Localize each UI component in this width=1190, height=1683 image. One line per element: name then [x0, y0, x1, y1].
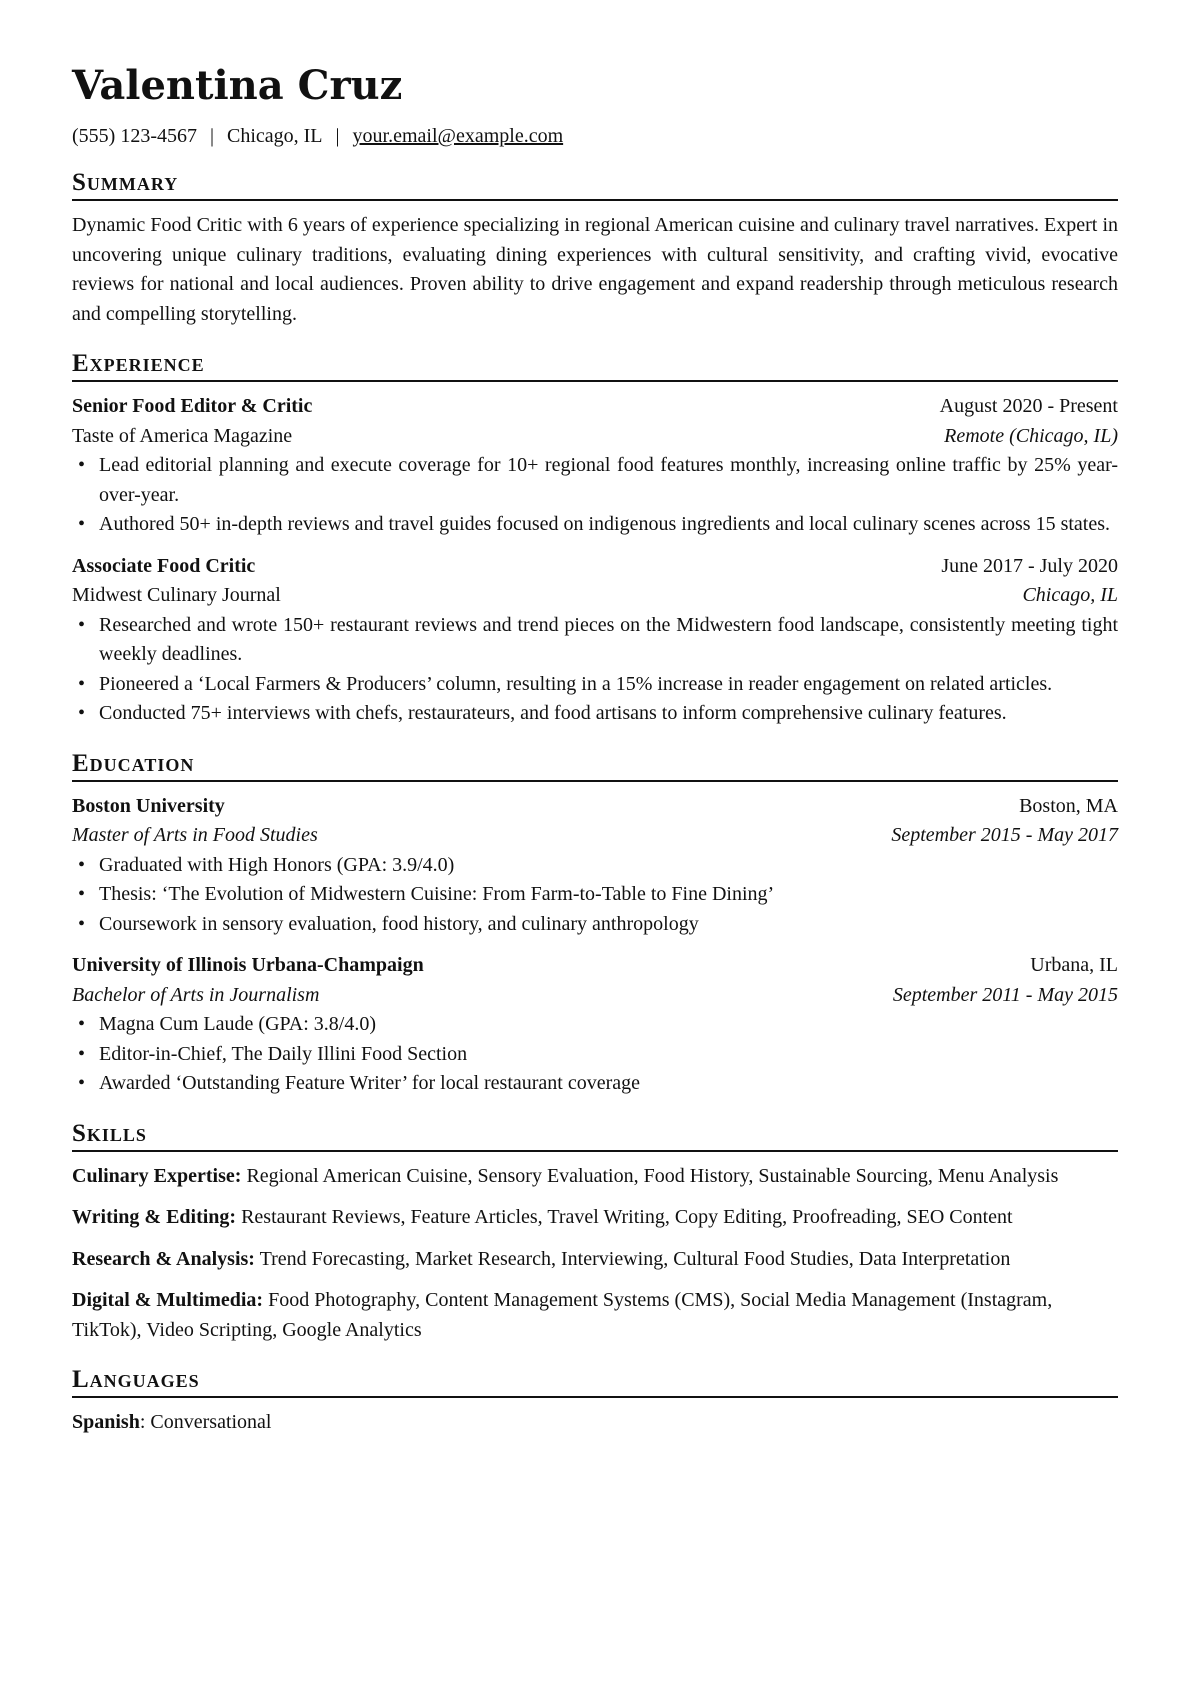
section-title-summary: Summary [72, 168, 1118, 201]
bullet-icon: • [78, 613, 86, 636]
language-entry [72, 1408, 1118, 1438]
languages-section [72, 1365, 1118, 1438]
bullet-item [72, 451, 1118, 510]
bullet-item [72, 1040, 1118, 1070]
skill-items: Regional American Cuisine, Sensory Evaluation, Food History, Sustainable Sourcing, Menu Analysis [246, 1164, 1059, 1187]
skill-label: Research & Analysis: [72, 1247, 255, 1270]
bullet-text: Coursework in sensory evaluation, food history, and culinary anthropology [99, 912, 699, 935]
degree: Bachelor of Arts in Journalism [72, 983, 320, 1006]
contact-line [72, 122, 1118, 150]
education-entry [72, 951, 1118, 1099]
skill-group [72, 1162, 1118, 1192]
job-header-row [72, 552, 1118, 582]
job-company: Midwest Culinary Journal [72, 584, 281, 606]
skill-group [72, 1286, 1118, 1345]
bullet-item [72, 1010, 1118, 1040]
school-header-row [72, 951, 1118, 981]
bullet-icon: • [78, 853, 86, 876]
bullet-icon: • [78, 672, 86, 695]
experience-section [72, 349, 1118, 729]
bullet-text: Lead editorial planning and execute coverage for 10+ regional food features monthly, increasing online traffic by 25% year-over-year. [99, 454, 1118, 506]
bullet-text: Conducted 75+ interviews with chefs, restaurateurs, and food artisans to inform comprehensive culinary features. [99, 702, 1007, 724]
job-header-row [72, 392, 1118, 422]
bullet-text: Editor-in-Chief, The Daily Illini Food Section [99, 1042, 468, 1065]
bullet-icon: • [78, 1042, 86, 1065]
bullet-text: Thesis: ‘The Evolution of Midwestern Cuisine: From Farm-to-Table to Fine Dining’ [99, 883, 775, 905]
section-title-languages: Languages [72, 1365, 1118, 1398]
language-level: Conversational [150, 1411, 272, 1433]
summary-text: Dynamic Food Critic with 6 years of experience specializing in regional American cuisine and culinary travel narratives. Expert in uncovering unique culinary traditions, evaluating dining experiences with cultural sensitivity, and crafting vivid, evocative reviews for national and local audiences. Proven ability to drive engagement and expand readership through meticulous research and compelling storytelling. [72, 214, 1118, 325]
job-company-row [72, 422, 1118, 452]
bullet-icon: • [78, 912, 86, 935]
job-bullets [72, 451, 1118, 540]
skill-label: Digital & Multimedia: [72, 1289, 264, 1311]
skill-items: Food Photography, Content Management Systems (CMS), Social Media Management (Instagram, TikTok), Video Scripting, Google Analytics [72, 1289, 1053, 1341]
candidate-name: Valentina Cruz [72, 62, 403, 109]
email-link[interactable]: your.email@example.com [352, 125, 564, 147]
job-location: Remote (Chicago, IL) [944, 424, 1118, 447]
job-role: Associate Food Critic [72, 554, 256, 577]
section-title-experience: Experience [72, 349, 1118, 382]
bullet-item [72, 670, 1118, 700]
bullet-item [72, 699, 1118, 729]
bullet-item [72, 851, 1118, 881]
summary-section [72, 168, 1118, 329]
education-bullets [72, 851, 1118, 940]
skills-section [72, 1119, 1118, 1346]
bullet-item [72, 1069, 1118, 1099]
job-company: Taste of America Magazine [72, 424, 293, 447]
school-name: Boston University [72, 794, 225, 817]
contact-separator: | [209, 125, 214, 147]
school-location: Boston, MA [1019, 794, 1118, 817]
bullet-item [72, 880, 1118, 910]
bullet-icon: • [78, 1013, 86, 1035]
degree-row [72, 821, 1118, 851]
degree: Master of Arts in Food Studies [72, 824, 318, 846]
bullet-icon: • [78, 883, 86, 905]
skill-items: Trend Forecasting, Market Research, Interviewing, Cultural Food Studies, Data Interpretation [259, 1247, 1011, 1270]
job-dates: June 2017 - July 2020 [941, 554, 1118, 577]
bullet-text: Graduated with High Honors (GPA: 3.9/4.0) [99, 853, 455, 876]
skill-label: Writing & Editing: [72, 1206, 237, 1228]
education-entry [72, 792, 1118, 940]
phone-number: (555) 123-4567 [72, 125, 197, 147]
bullet-text: Pioneered a ‘Local Farmers & Producers’ column, resulting in a 15% increase in reader engagement on related articles. [99, 672, 1053, 695]
bullet-icon: • [78, 702, 86, 724]
skill-group [72, 1203, 1118, 1233]
bullet-item [72, 611, 1118, 670]
bullet-item [72, 510, 1118, 540]
section-title-skills: Skills [72, 1119, 1118, 1152]
bullet-icon: • [78, 454, 86, 476]
job-location: Chicago, IL [1022, 584, 1118, 606]
bullet-text: Magna Cum Laude (GPA: 3.8/4.0) [99, 1013, 377, 1035]
contact-separator: | [335, 125, 340, 147]
job-entry [72, 392, 1118, 540]
bullet-text: Researched and wrote 150+ restaurant reviews and trend pieces on the Midwestern food landscape, consistently meeting tight weekly deadlines. [99, 613, 1118, 665]
job-dates: August 2020 - Present [939, 395, 1118, 417]
bullet-text: Authored 50+ in-depth reviews and travel guides focused on indigenous ingredients and local culinary scenes across 15 states. [99, 513, 1111, 535]
language-colon: : [139, 1411, 151, 1433]
bullet-item [72, 910, 1118, 940]
bullet-text: Awarded ‘Outstanding Feature Writer’ for local restaurant coverage [99, 1072, 641, 1094]
job-bullets [72, 611, 1118, 729]
education-bullets [72, 1010, 1118, 1099]
school-header-row [72, 792, 1118, 822]
job-role: Senior Food Editor & Critic [72, 395, 313, 417]
job-entry [72, 552, 1118, 729]
education-section [72, 749, 1118, 1099]
job-company-row [72, 581, 1118, 611]
location: Chicago, IL [227, 125, 323, 147]
skill-label: Culinary Expertise: [72, 1164, 242, 1187]
language-name: Spanish [72, 1411, 140, 1433]
education-dates: September 2015 - May 2017 [891, 824, 1118, 846]
skill-items: Restaurant Reviews, Feature Articles, Travel Writing, Copy Editing, Proofreading, SEO Content [241, 1206, 1013, 1228]
school-location: Urbana, IL [1030, 954, 1118, 976]
education-dates: September 2011 - May 2015 [892, 983, 1118, 1006]
bullet-icon: • [78, 1072, 86, 1094]
bullet-icon: • [78, 513, 86, 535]
section-title-education: Education [72, 749, 1118, 782]
degree-row [72, 981, 1118, 1011]
skill-group [72, 1245, 1118, 1275]
school-name: University of Illinois Urbana-Champaign [72, 954, 424, 976]
